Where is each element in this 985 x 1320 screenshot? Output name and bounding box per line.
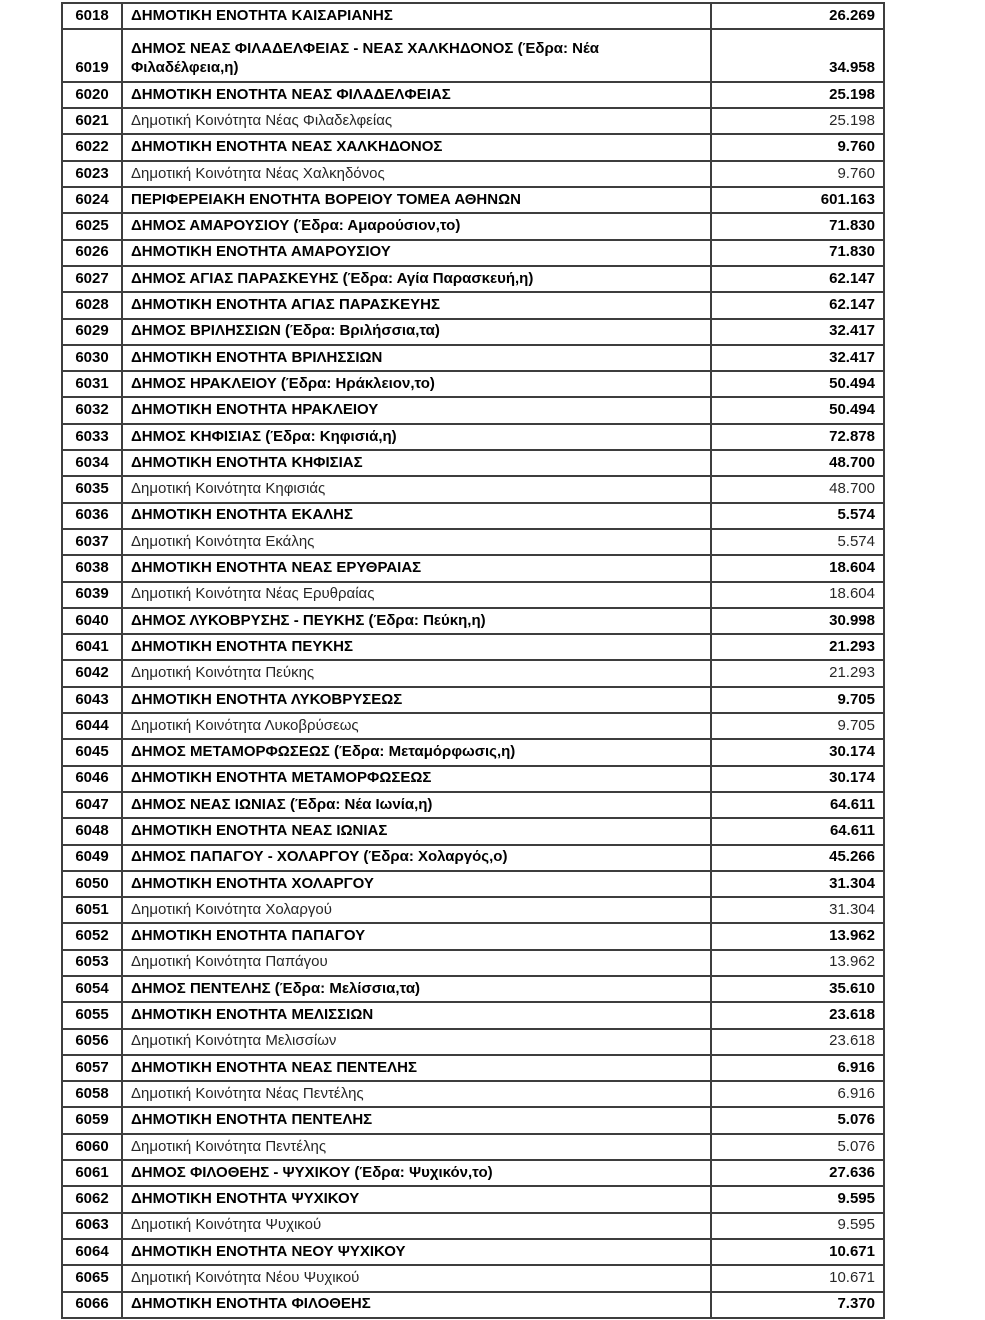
row-name: ΔΗΜΟΤΙΚΗ ΕΝΟΤΗΤΑ ΛΥΚΟΒΡΥΣΕΩΣ bbox=[122, 687, 711, 713]
row-name: Δημοτική Κοινότητα Λυκοβρύσεως bbox=[122, 713, 711, 739]
table-row bbox=[62, 1134, 884, 1160]
row-population: 64.611 bbox=[711, 818, 884, 844]
row-code: 6035 bbox=[62, 476, 122, 502]
table-row bbox=[62, 450, 884, 476]
table-row bbox=[62, 187, 884, 213]
row-name: ΔΗΜΟΣ ΑΜΑΡΟΥΣΙΟΥ (Έδρα: Αμαρούσιον,το) bbox=[122, 213, 711, 239]
row-population: 72.878 bbox=[711, 424, 884, 450]
row-code: 6048 bbox=[62, 818, 122, 844]
row-code: 6062 bbox=[62, 1186, 122, 1212]
row-name: ΔΗΜΟΤΙΚΗ ΕΝΟΤΗΤΑ ΧΟΛΑΡΓΟΥ bbox=[122, 871, 711, 897]
row-name: ΔΗΜΟΤΙΚΗ ΕΝΟΤΗΤΑ ΑΓΙΑΣ ΠΑΡΑΣΚΕΥΗΣ bbox=[122, 292, 711, 318]
row-population: 6.916 bbox=[711, 1081, 884, 1107]
row-population: 62.147 bbox=[711, 292, 884, 318]
row-code: 6027 bbox=[62, 266, 122, 292]
row-name: ΔΗΜΟΣ ΠΑΠΑΓΟΥ - ΧΟΛΑΡΓΟΥ (Έδρα: Χολαργός,ο) bbox=[122, 845, 711, 871]
table-row bbox=[62, 82, 884, 108]
table-row bbox=[62, 739, 884, 765]
population-table bbox=[61, 2, 885, 1319]
row-code: 6025 bbox=[62, 213, 122, 239]
row-population: 5.574 bbox=[711, 503, 884, 529]
row-code: 6044 bbox=[62, 713, 122, 739]
row-code: 6023 bbox=[62, 161, 122, 187]
row-code: 6043 bbox=[62, 687, 122, 713]
row-population: 5.076 bbox=[711, 1107, 884, 1133]
row-population: 10.671 bbox=[711, 1265, 884, 1291]
row-name: Δημοτική Κοινότητα Πεντέλης bbox=[122, 1134, 711, 1160]
row-name: ΠΕΡΙΦΕΡΕΙΑΚΗ ΕΝΟΤΗΤΑ ΒΟΡΕΙΟΥ ΤΟΜΕΑ ΑΘΗΝΩΝ bbox=[122, 187, 711, 213]
row-name: ΔΗΜΟΤΙΚΗ ΕΝΟΤΗΤΑ ΜΕΤΑΜΟΡΦΩΣΕΩΣ bbox=[122, 766, 711, 792]
table-row bbox=[62, 1029, 884, 1055]
row-code: 6063 bbox=[62, 1213, 122, 1239]
table-row bbox=[62, 1292, 884, 1318]
row-name: Δημοτική Κοινότητα Μελισσίων bbox=[122, 1029, 711, 1055]
row-name: ΔΗΜΟΤΙΚΗ ΕΝΟΤΗΤΑ ΗΡΑΚΛΕΙΟΥ bbox=[122, 397, 711, 423]
table-row bbox=[62, 687, 884, 713]
row-name: ΔΗΜΟΣ ΗΡΑΚΛΕΙΟΥ (Έδρα: Ηράκλειον,το) bbox=[122, 371, 711, 397]
row-code: 6056 bbox=[62, 1029, 122, 1055]
row-name: ΔΗΜΟΤΙΚΗ ΕΝΟΤΗΤΑ ΠΕΥΚΗΣ bbox=[122, 634, 711, 660]
row-name: ΔΗΜΟΣ ΑΓΙΑΣ ΠΑΡΑΣΚΕΥΗΣ (Έδρα: Αγία Παρασκευή,η) bbox=[122, 266, 711, 292]
row-population: 31.304 bbox=[711, 897, 884, 923]
table-row bbox=[62, 923, 884, 949]
table-row bbox=[62, 634, 884, 660]
row-population: 32.417 bbox=[711, 319, 884, 345]
row-name: ΔΗΜΟΤΙΚΗ ΕΝΟΤΗΤΑ ΦΙΛΟΘΕΗΣ bbox=[122, 1292, 711, 1318]
row-code: 6053 bbox=[62, 950, 122, 976]
row-name: Δημοτική Κοινότητα Νέας Ερυθραίας bbox=[122, 582, 711, 608]
row-name: ΔΗΜΟΤΙΚΗ ΕΝΟΤΗΤΑ ΝΕΟΥ ΨΥΧΙΚΟΥ bbox=[122, 1239, 711, 1265]
row-code: 6019 bbox=[62, 29, 122, 82]
row-name: ΔΗΜΟΤΙΚΗ ΕΝΟΤΗΤΑ ΝΕΑΣ ΕΡΥΘΡΑΙΑΣ bbox=[122, 555, 711, 581]
row-population: 9.595 bbox=[711, 1186, 884, 1212]
row-name: ΔΗΜΟΣ ΦΙΛΟΘΕΗΣ - ΨΥΧΙΚΟΥ (Έδρα: Ψυχικόν,το) bbox=[122, 1160, 711, 1186]
row-name: ΔΗΜΟΤΙΚΗ ΕΝΟΤΗΤΑ ΠΕΝΤΕΛΗΣ bbox=[122, 1107, 711, 1133]
row-code: 6049 bbox=[62, 845, 122, 871]
row-code: 6047 bbox=[62, 792, 122, 818]
table-row bbox=[62, 897, 884, 923]
row-name: ΔΗΜΟΣ ΝΕΑΣ ΦΙΛΑΔΕΛΦΕΙΑΣ - ΝΕΑΣ ΧΑΛΚΗΔΟΝΟΣ (Έδρα: Νέα Φιλαδέλφεια,η) bbox=[122, 29, 711, 82]
row-code: 6051 bbox=[62, 897, 122, 923]
table-row bbox=[62, 871, 884, 897]
row-name: Δημοτική Κοινότητα Ψυχικού bbox=[122, 1213, 711, 1239]
row-code: 6061 bbox=[62, 1160, 122, 1186]
row-population: 9.705 bbox=[711, 713, 884, 739]
table-row bbox=[62, 555, 884, 581]
row-code: 6039 bbox=[62, 582, 122, 608]
table-row bbox=[62, 713, 884, 739]
row-code: 6030 bbox=[62, 345, 122, 371]
row-population: 25.198 bbox=[711, 82, 884, 108]
row-population: 30.174 bbox=[711, 739, 884, 765]
row-code: 6057 bbox=[62, 1055, 122, 1081]
row-code: 6034 bbox=[62, 450, 122, 476]
population-table-body bbox=[62, 3, 884, 1318]
row-code: 6024 bbox=[62, 187, 122, 213]
row-population: 18.604 bbox=[711, 555, 884, 581]
row-name: Δημοτική Κοινότητα Νέου Ψυχικού bbox=[122, 1265, 711, 1291]
row-population: 18.604 bbox=[711, 582, 884, 608]
row-code: 6022 bbox=[62, 134, 122, 160]
row-population: 50.494 bbox=[711, 397, 884, 423]
row-code: 6028 bbox=[62, 292, 122, 318]
row-name: ΔΗΜΟΣ ΝΕΑΣ ΙΩΝΙΑΣ (Έδρα: Νέα Ιωνία,η) bbox=[122, 792, 711, 818]
table-row bbox=[62, 108, 884, 134]
row-name: ΔΗΜΟΤΙΚΗ ΕΝΟΤΗΤΑ ΒΡΙΛΗΣΣΙΩΝ bbox=[122, 345, 711, 371]
table-row bbox=[62, 213, 884, 239]
row-population: 13.962 bbox=[711, 923, 884, 949]
row-name: Δημοτική Κοινότητα Νέας Πεντέλης bbox=[122, 1081, 711, 1107]
row-name: ΔΗΜΟΤΙΚΗ ΕΝΟΤΗΤΑ ΚΗΦΙΣΙΑΣ bbox=[122, 450, 711, 476]
row-code: 6052 bbox=[62, 923, 122, 949]
row-name: ΔΗΜΟΤΙΚΗ ΕΝΟΤΗΤΑ ΠΑΠΑΓΟΥ bbox=[122, 923, 711, 949]
row-population: 62.147 bbox=[711, 266, 884, 292]
row-population: 26.269 bbox=[711, 3, 884, 29]
row-name: ΔΗΜΟΣ ΜΕΤΑΜΟΡΦΩΣΕΩΣ (Έδρα: Μεταμόρφωσις,η) bbox=[122, 739, 711, 765]
row-name: ΔΗΜΟΤΙΚΗ ΕΝΟΤΗΤΑ ΝΕΑΣ ΠΕΝΤΕΛΗΣ bbox=[122, 1055, 711, 1081]
table-row bbox=[62, 161, 884, 187]
row-code: 6054 bbox=[62, 976, 122, 1002]
row-name: ΔΗΜΟΤΙΚΗ ΕΝΟΤΗΤΑ ΑΜΑΡΟΥΣΙΟΥ bbox=[122, 240, 711, 266]
row-name: ΔΗΜΟΤΙΚΗ ΕΝΟΤΗΤΑ ΚΑΙΣΑΡΙΑΝΗΣ bbox=[122, 3, 711, 29]
row-name: ΔΗΜΟΤΙΚΗ ΕΝΟΤΗΤΑ ΝΕΑΣ ΦΙΛΑΔΕΛΦΕΙΑΣ bbox=[122, 82, 711, 108]
row-code: 6065 bbox=[62, 1265, 122, 1291]
table-row bbox=[62, 608, 884, 634]
table-row bbox=[62, 371, 884, 397]
table-row bbox=[62, 266, 884, 292]
row-name: ΔΗΜΟΣ ΒΡΙΛΗΣΣΙΩΝ (Έδρα: Βριλήσσια,τα) bbox=[122, 319, 711, 345]
row-name: ΔΗΜΟΣ ΚΗΦΙΣΙΑΣ (Έδρα: Κηφισιά,η) bbox=[122, 424, 711, 450]
row-code: 6032 bbox=[62, 397, 122, 423]
row-code: 6041 bbox=[62, 634, 122, 660]
row-code: 6066 bbox=[62, 1292, 122, 1318]
row-code: 6036 bbox=[62, 503, 122, 529]
row-code: 6021 bbox=[62, 108, 122, 134]
table-row bbox=[62, 1213, 884, 1239]
row-name: ΔΗΜΟΤΙΚΗ ΕΝΟΤΗΤΑ ΝΕΑΣ ΧΑΛΚΗΔΟΝΟΣ bbox=[122, 134, 711, 160]
row-population: 21.293 bbox=[711, 660, 884, 686]
row-population: 13.962 bbox=[711, 950, 884, 976]
table-row bbox=[62, 582, 884, 608]
row-code: 6050 bbox=[62, 871, 122, 897]
row-population: 5.076 bbox=[711, 1134, 884, 1160]
table-row bbox=[62, 397, 884, 423]
row-code: 6038 bbox=[62, 555, 122, 581]
row-population: 64.611 bbox=[711, 792, 884, 818]
row-name: ΔΗΜΟΤΙΚΗ ΕΝΟΤΗΤΑ ΨΥΧΙΚΟΥ bbox=[122, 1186, 711, 1212]
row-name: ΔΗΜΟΤΙΚΗ ΕΝΟΤΗΤΑ ΝΕΑΣ ΙΩΝΙΑΣ bbox=[122, 818, 711, 844]
row-name: Δημοτική Κοινότητα Νέας Χαλκηδόνος bbox=[122, 161, 711, 187]
row-population: 34.958 bbox=[711, 29, 884, 82]
row-name: ΔΗΜΟΤΙΚΗ ΕΝΟΤΗΤΑ ΜΕΛΙΣΣΙΩΝ bbox=[122, 1002, 711, 1028]
table-row bbox=[62, 1055, 884, 1081]
row-name: Δημοτική Κοινότητα Χολαργού bbox=[122, 897, 711, 923]
row-population: 45.266 bbox=[711, 845, 884, 871]
table-row bbox=[62, 292, 884, 318]
table-row bbox=[62, 134, 884, 160]
row-population: 35.610 bbox=[711, 976, 884, 1002]
table-row bbox=[62, 1239, 884, 1265]
row-name: Δημοτική Κοινότητα Εκάλης bbox=[122, 529, 711, 555]
row-population: 27.636 bbox=[711, 1160, 884, 1186]
row-population: 5.574 bbox=[711, 529, 884, 555]
row-name: ΔΗΜΟΣ ΛΥΚΟΒΡΥΣΗΣ - ΠΕΥΚΗΣ (Έδρα: Πεύκη,η) bbox=[122, 608, 711, 634]
row-code: 6042 bbox=[62, 660, 122, 686]
row-population: 48.700 bbox=[711, 450, 884, 476]
row-population: 6.916 bbox=[711, 1055, 884, 1081]
row-population: 9.595 bbox=[711, 1213, 884, 1239]
row-population: 71.830 bbox=[711, 240, 884, 266]
table-row bbox=[62, 1081, 884, 1107]
table-row bbox=[62, 950, 884, 976]
row-population: 30.174 bbox=[711, 766, 884, 792]
row-population: 23.618 bbox=[711, 1002, 884, 1028]
row-name: ΔΗΜΟΣ ΠΕΝΤΕΛΗΣ (Έδρα: Μελίσσια,τα) bbox=[122, 976, 711, 1002]
table-row bbox=[62, 476, 884, 502]
row-code: 6033 bbox=[62, 424, 122, 450]
table-row bbox=[62, 529, 884, 555]
row-population: 32.417 bbox=[711, 345, 884, 371]
row-code: 6040 bbox=[62, 608, 122, 634]
row-code: 6046 bbox=[62, 766, 122, 792]
table-row bbox=[62, 1107, 884, 1133]
row-name: Δημοτική Κοινότητα Πεύκης bbox=[122, 660, 711, 686]
table-row bbox=[62, 792, 884, 818]
table-row bbox=[62, 240, 884, 266]
row-population: 25.198 bbox=[711, 108, 884, 134]
table-row bbox=[62, 319, 884, 345]
table-row bbox=[62, 503, 884, 529]
row-code: 6029 bbox=[62, 319, 122, 345]
row-code: 6026 bbox=[62, 240, 122, 266]
row-population: 10.671 bbox=[711, 1239, 884, 1265]
row-population: 9.705 bbox=[711, 687, 884, 713]
row-population: 50.494 bbox=[711, 371, 884, 397]
row-code: 6031 bbox=[62, 371, 122, 397]
table-row bbox=[62, 3, 884, 29]
table-row bbox=[62, 976, 884, 1002]
table-row bbox=[62, 845, 884, 871]
row-code: 6064 bbox=[62, 1239, 122, 1265]
table-row bbox=[62, 1160, 884, 1186]
table-row bbox=[62, 1265, 884, 1291]
row-code: 6055 bbox=[62, 1002, 122, 1028]
table-row bbox=[62, 345, 884, 371]
row-code: 6058 bbox=[62, 1081, 122, 1107]
row-code: 6037 bbox=[62, 529, 122, 555]
table-row bbox=[62, 424, 884, 450]
row-code: 6059 bbox=[62, 1107, 122, 1133]
row-code: 6060 bbox=[62, 1134, 122, 1160]
row-population: 23.618 bbox=[711, 1029, 884, 1055]
row-code: 6018 bbox=[62, 3, 122, 29]
row-population: 9.760 bbox=[711, 161, 884, 187]
row-code: 6045 bbox=[62, 739, 122, 765]
row-code: 6020 bbox=[62, 82, 122, 108]
row-name: Δημοτική Κοινότητα Νέας Φιλαδελφείας bbox=[122, 108, 711, 134]
row-population: 48.700 bbox=[711, 476, 884, 502]
table-row bbox=[62, 1002, 884, 1028]
table-row bbox=[62, 29, 884, 82]
row-population: 71.830 bbox=[711, 213, 884, 239]
row-population: 9.760 bbox=[711, 134, 884, 160]
table-row bbox=[62, 818, 884, 844]
table-row bbox=[62, 1186, 884, 1212]
table-row bbox=[62, 766, 884, 792]
row-name: ΔΗΜΟΤΙΚΗ ΕΝΟΤΗΤΑ ΕΚΑΛΗΣ bbox=[122, 503, 711, 529]
row-population: 601.163 bbox=[711, 187, 884, 213]
row-population: 7.370 bbox=[711, 1292, 884, 1318]
table-row bbox=[62, 660, 884, 686]
row-population: 30.998 bbox=[711, 608, 884, 634]
row-name: Δημοτική Κοινότητα Κηφισιάς bbox=[122, 476, 711, 502]
row-population: 21.293 bbox=[711, 634, 884, 660]
row-name: Δημοτική Κοινότητα Παπάγου bbox=[122, 950, 711, 976]
row-population: 31.304 bbox=[711, 871, 884, 897]
